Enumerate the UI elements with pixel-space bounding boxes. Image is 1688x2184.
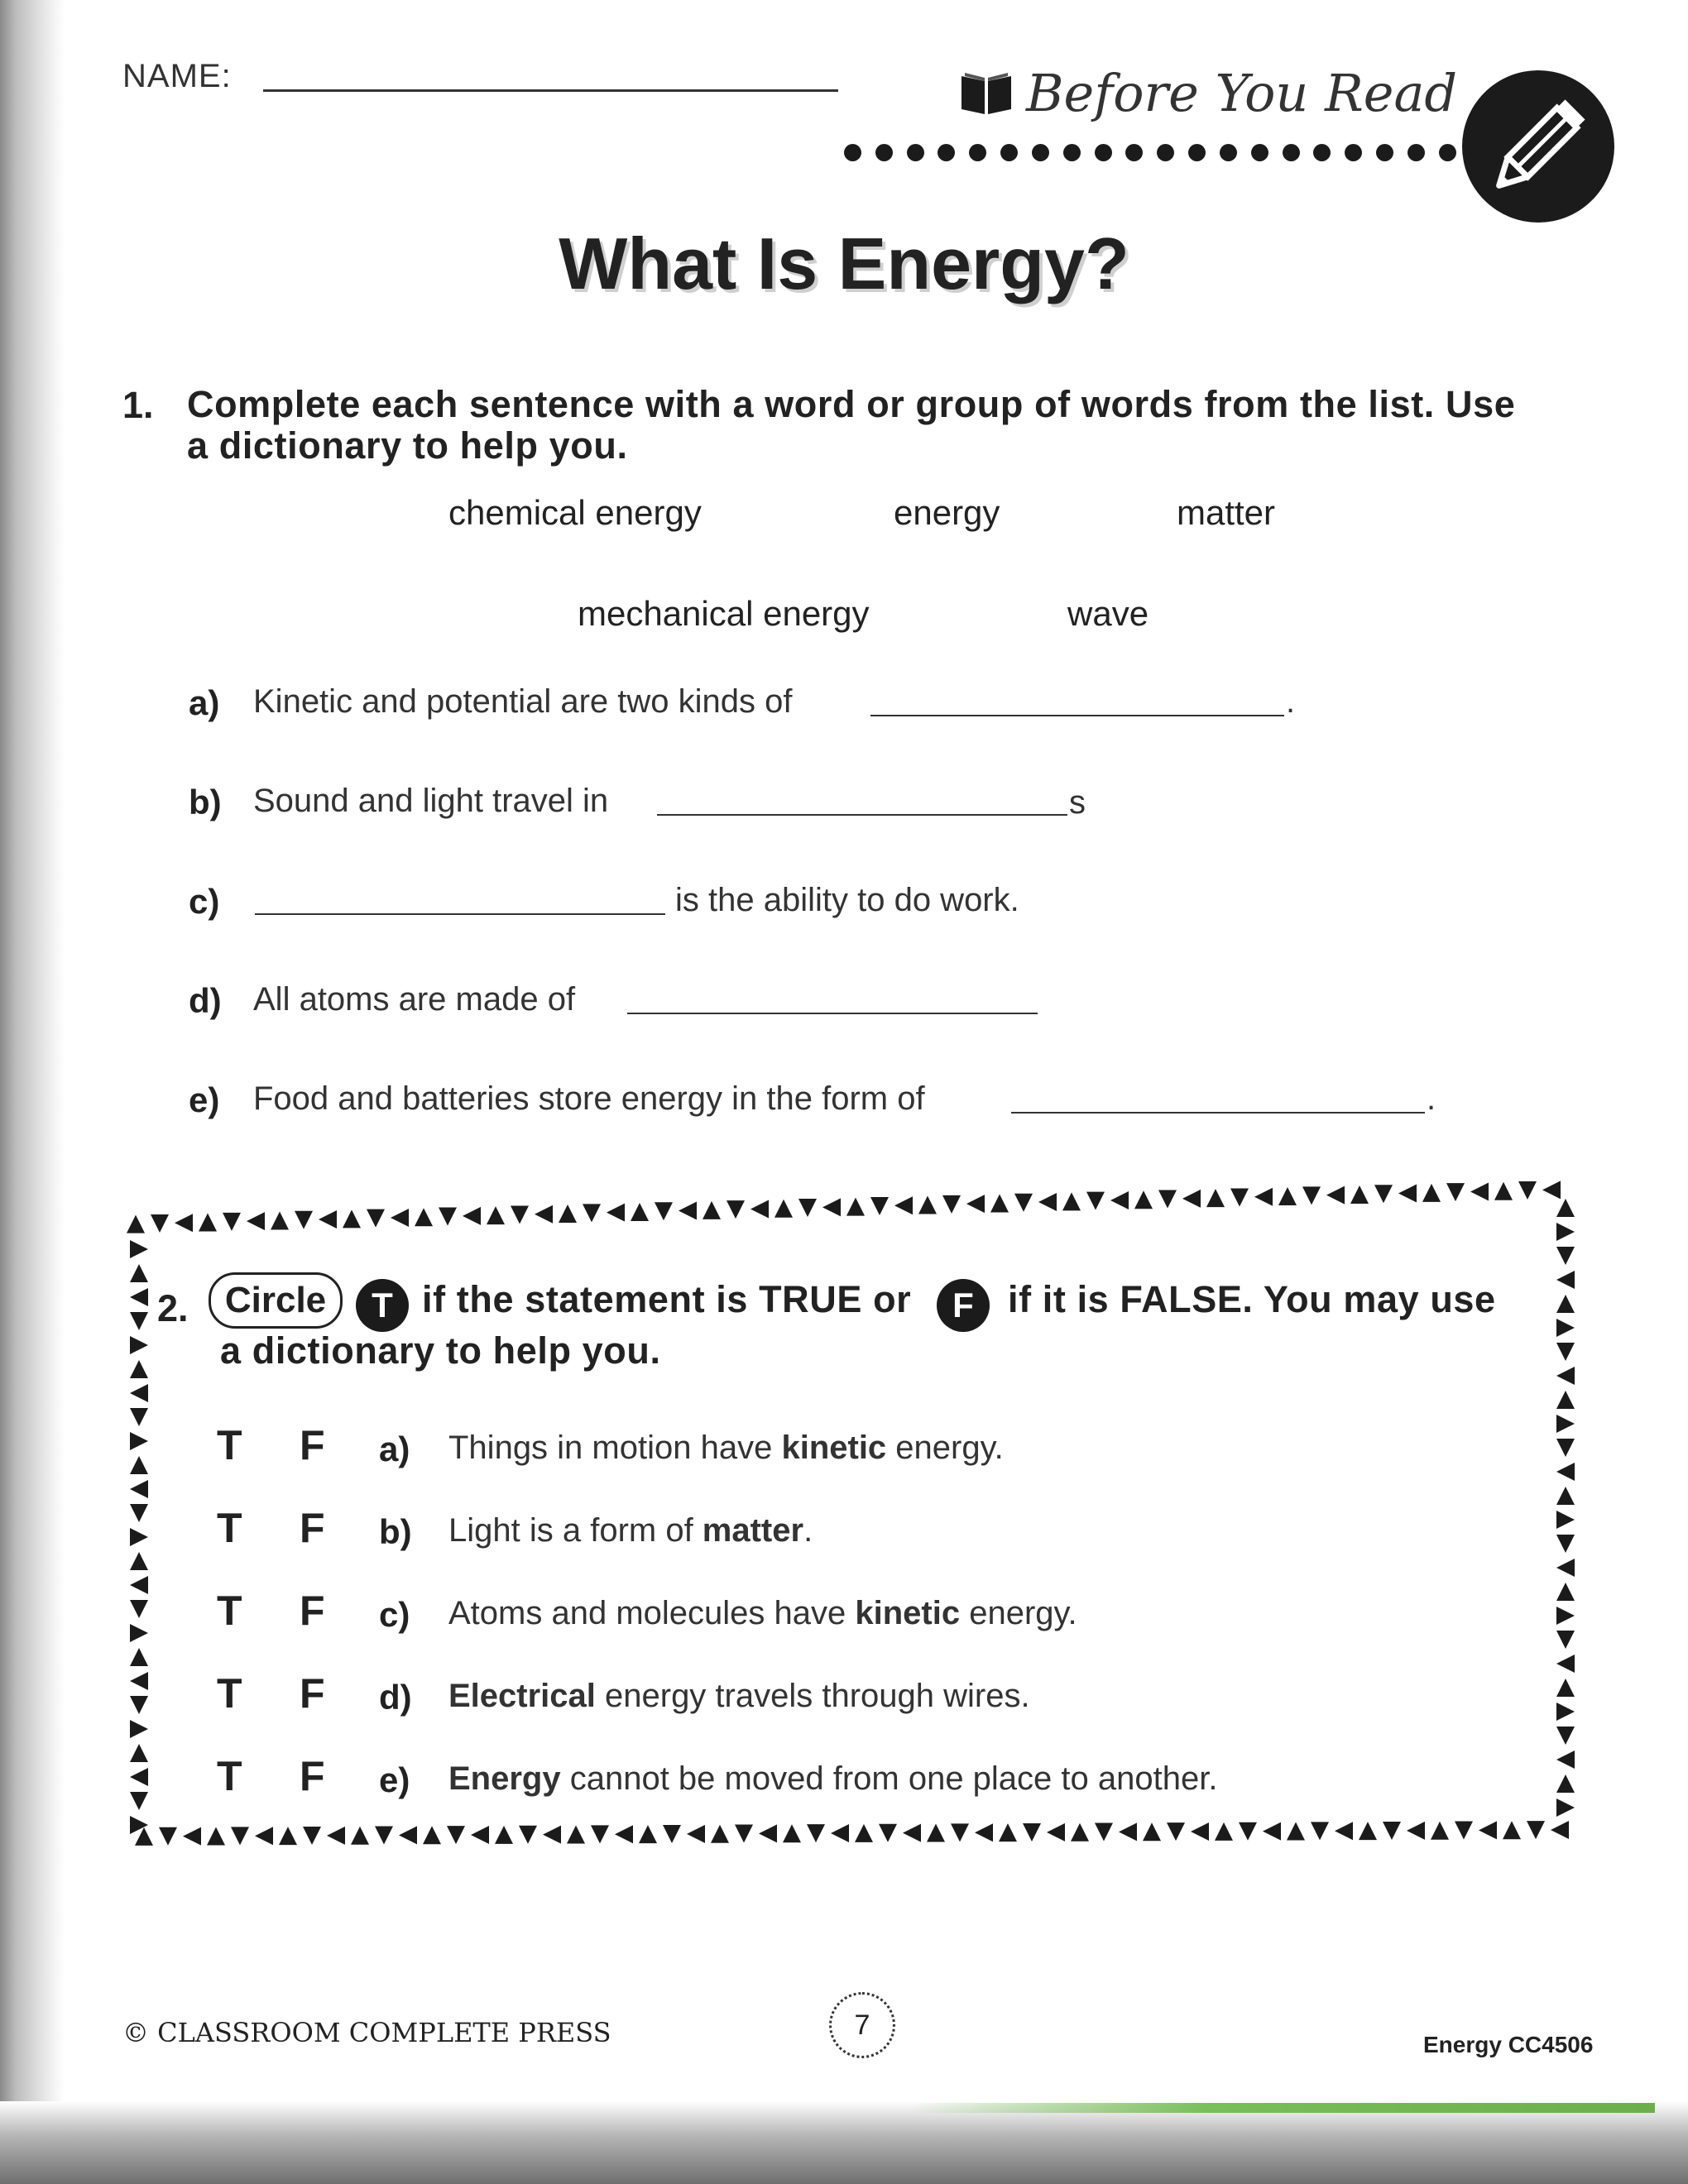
word-bank-item: energy	[894, 493, 1000, 532]
item-text: is the ability to do work.	[675, 882, 1019, 918]
item-letter: b)	[379, 1512, 412, 1551]
true-option[interactable]: T	[217, 1670, 242, 1717]
item-text: All atoms are made of	[253, 981, 576, 1018]
question-2-prompt-a: if the statement is TRUE or	[422, 1278, 912, 1320]
answer-blank[interactable]	[657, 814, 1067, 816]
statement-text: Electrical energy travels through wires.	[448, 1678, 1030, 1714]
item-letter: d)	[379, 1678, 412, 1717]
word-bank-item: wave	[1067, 594, 1149, 633]
item-letter: a)	[379, 1430, 410, 1468]
name-input-line[interactable]	[263, 89, 838, 92]
product-code: Energy CC4506	[1423, 2032, 1594, 2057]
question-1-prompt-line-2: a dictionary to help you.	[187, 424, 628, 467]
before-you-read-heading	[960, 60, 1457, 126]
true-badge: T	[356, 1279, 409, 1332]
answer-blank[interactable]	[1011, 1112, 1425, 1114]
item-text: Kinetic and potential are two kinds of	[253, 683, 793, 720]
question-1-prompt-line-1: Complete each sentence with a word or group of words from the list. Use	[187, 383, 1516, 425]
word-bank-item: chemical energy	[448, 493, 702, 532]
answer-blank[interactable]	[870, 715, 1284, 716]
pencil-icon	[1461, 69, 1615, 223]
false-badge: F	[937, 1279, 990, 1332]
false-option[interactable]: F	[300, 1670, 325, 1717]
item-letter: c)	[189, 882, 220, 921]
question-2-prompt-b: if it is FALSE. You may use	[1008, 1278, 1496, 1320]
page-number: 7	[829, 1992, 895, 2058]
true-option[interactable]: T	[217, 1753, 242, 1799]
answer-blank[interactable]	[255, 913, 665, 915]
false-option[interactable]: F	[300, 1422, 325, 1468]
item-letter: e)	[189, 1080, 220, 1119]
true-option[interactable]: T	[217, 1588, 242, 1634]
publisher-credit: © CLASSROOM COMPLETE PRESS	[122, 2017, 611, 2048]
scan-shadow-left	[0, 0, 65, 2184]
item-text: Food and batteries store energy in the form of	[253, 1080, 925, 1117]
item-text: Sound and light travel in	[253, 783, 609, 819]
false-option[interactable]: F	[300, 1588, 325, 1634]
item-letter: a)	[189, 683, 220, 722]
false-option[interactable]: F	[300, 1753, 325, 1799]
false-option[interactable]: F	[300, 1505, 325, 1551]
circle-instruction-word: Circle	[209, 1272, 343, 1329]
name-label: NAME:	[122, 58, 232, 94]
item-letter: e)	[379, 1760, 410, 1799]
section-label: Before You Read	[1026, 62, 1458, 123]
item-text-end: .	[1427, 1080, 1436, 1117]
dotted-divider	[844, 137, 1456, 167]
scan-green-edge	[910, 2103, 1655, 2113]
answer-blank[interactable]	[627, 1013, 1038, 1014]
statement-text: Energy cannot be moved from one place to another.	[448, 1760, 1218, 1797]
page-title: What Is Energy?	[559, 223, 1129, 304]
open-book-icon	[960, 69, 1013, 116]
statement-text: Atoms and molecules have kinetic energy.	[448, 1595, 1077, 1631]
true-option[interactable]: T	[217, 1505, 242, 1551]
question-1-number: 1.	[122, 384, 154, 426]
item-text-end: s	[1069, 784, 1086, 821]
word-bank-item: mechanical energy	[578, 594, 870, 633]
item-letter: c)	[379, 1595, 410, 1634]
item-letter: d)	[189, 981, 222, 1020]
question-2-prompt-line-2: a dictionary to help you.	[220, 1329, 661, 1372]
item-text-end: .	[1286, 683, 1296, 720]
word-bank-item: matter	[1177, 493, 1276, 532]
statement-text: Light is a form of matter.	[448, 1512, 813, 1549]
statement-text: Things in motion have kinetic energy.	[448, 1430, 1004, 1466]
question-2-number: 2.	[157, 1287, 189, 1329]
scan-shadow-bottom	[0, 2101, 1688, 2184]
true-option[interactable]: T	[217, 1422, 242, 1468]
item-letter: b)	[189, 783, 222, 821]
